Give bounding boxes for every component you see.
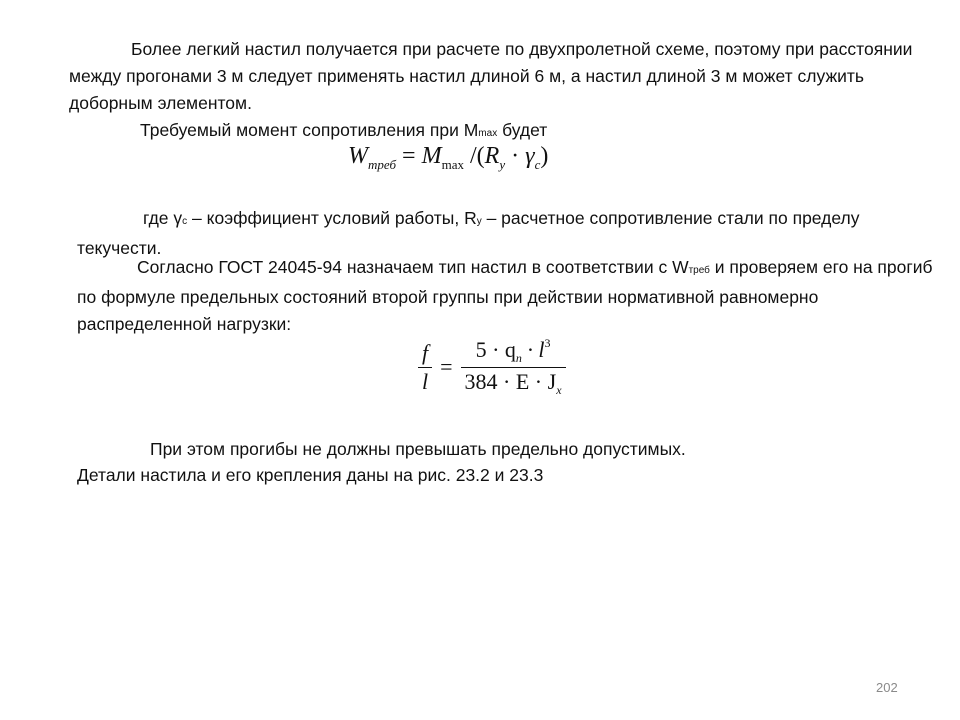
lhs-fraction: $\frac{f}{l}$ <box>418 340 432 395</box>
paragraph-6: Детали настила и его крепления даны на рис. 23.2 и 23.3 <box>77 465 544 485</box>
rhs-fraction: $\frac{5 \cdot q_n \cdot l^3}{384 \cdot E \cdot J_x}$ <box>461 336 566 398</box>
paragraph-1 <box>69 36 929 117</box>
paragraph-4: Согласно ГОСТ 24045-94 назначаем тип настил в соответствии с Wтреб и проверяем его на прогиб по формуле предельных состояний второй группы при действии нормативной равномерно распределенной нагрузки: <box>77 257 933 334</box>
paragraph-3: где γc – коэффициент условий работы, Ry – расчетное сопротивление стали по пределу текучести. <box>77 208 860 258</box>
formula-section-modulus: $W_{треб} = M_{max}$ $/(R_y \cdot \gamma_c)$ <box>348 143 549 172</box>
page-number: 202 <box>876 680 898 695</box>
paragraph-2: Требуемый момент сопротивления при Mmax будет <box>140 120 548 140</box>
formula-deflection: $\frac{f}{l}$ = $\frac{5 \cdot q_n \cdot l^3}{384 \cdot E \cdot J_x}$ <box>418 336 566 398</box>
paragraph-5: При этом прогибы не должны превышать предельно допустимых. <box>150 439 686 459</box>
paragraph-1-text: Более легкий настил получается при расчете по двухпролетной схеме, поэтому при расстоянии между прогонами 3 м следует применять настил длиной 6 м, а настил длиной 3 м может служить доборным элементом. <box>69 39 913 113</box>
